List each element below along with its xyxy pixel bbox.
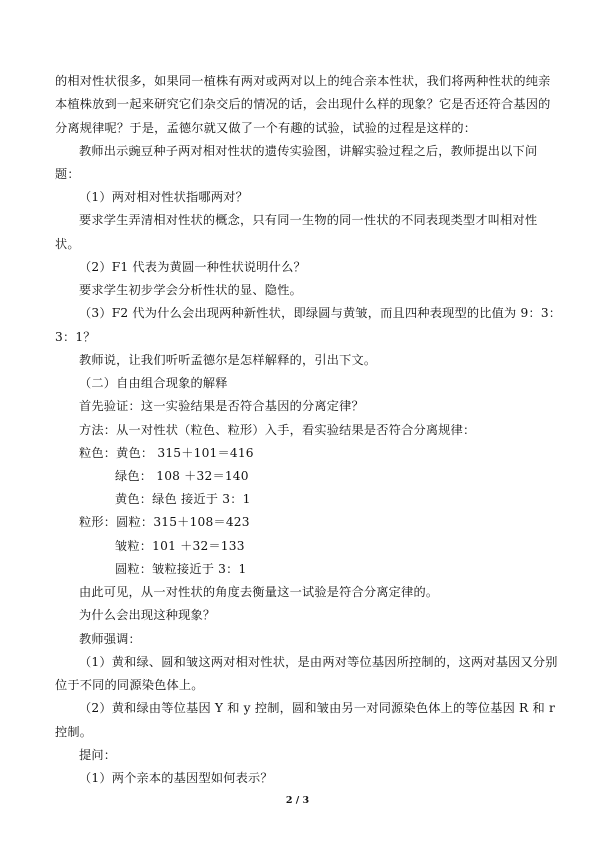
text-line-24: 为什么会出现这种现象？ bbox=[79, 608, 216, 623]
text-line-4: 教师出示豌豆种子两对相对性状的遗传实验图，讲解实验过程之后，教师提出以下问 bbox=[79, 143, 538, 158]
text-line-12: 3：1？ bbox=[55, 329, 96, 344]
text-line-25: 教师强调： bbox=[79, 631, 141, 646]
text-line-28: （2）黄和绿由等位基因 Y 和 y 控制，圆和皱由另一对同源染色体上的等位基因 R 和 r bbox=[79, 701, 555, 716]
text-line-19: 黄色：绿色 接近于 3：1 bbox=[115, 492, 251, 507]
text-line-26: （1）黄和绿、圆和皱这两对相对性状，是由两对等位基因所控制的，这两对基因又分别 bbox=[79, 654, 558, 669]
text-line-13: 教师说，让我们听听孟德尔是怎样解释的，引出下文。 bbox=[79, 352, 377, 367]
text-line-21: 皱粒：101 ＋32＝133 bbox=[115, 538, 245, 553]
text-line-6: （1）两对相对性状指哪两对？ bbox=[79, 190, 248, 205]
text-line-31: （1）两个亲本的基因型如何表示？ bbox=[79, 771, 273, 785]
text-line-7: 要求学生弄清相对性状的概念，只有同一生物的同一性状的不同表现类型才叫相对性 bbox=[79, 213, 538, 228]
text-line-30: 提问： bbox=[79, 747, 117, 762]
text-line-14: （二）自由组合现象的解释 bbox=[79, 376, 228, 390]
text-line-27: 位于不同的同源染色体上。 bbox=[55, 678, 204, 693]
text-line-2: 本植株放到一起来研究它们杂交后的情况的话，会出现什么样的现象？它是否还符合基因的 bbox=[55, 97, 551, 112]
text-line-22: 圆粒：皱粒接近于 3：1 bbox=[115, 561, 247, 576]
text-line-16: 方法：从一对性状（粒色、粒形）入手，看实验结果是否符合分离规律： bbox=[79, 422, 476, 437]
text-line-15: 首先验证：这一实验结果是否符合基因的分离定律？ bbox=[79, 399, 364, 414]
text-line-9: （2）F1 代表为黄圆一种性状说明什么？ bbox=[79, 259, 306, 274]
text-line-8: 状。 bbox=[55, 236, 80, 251]
text-line-10: 要求学生初步学会分析性状的显、隐性。 bbox=[79, 283, 302, 298]
text-line-5: 题： bbox=[55, 166, 80, 181]
text-line-11: （3）F2 代为什么会出现两种新性状，即绿圆与黄皱，而且四种表现型的比值为 9：3： bbox=[79, 306, 562, 321]
text-line-3: 分离规律呢？于是，孟德尔就又做了一个有趣的试验，试验的过程是这样的： bbox=[55, 120, 477, 135]
text-line-20: 粒形：圆粒：315＋108＝423 bbox=[79, 515, 250, 530]
text-line-17: 粒色：黄色： 315＋101＝416 bbox=[79, 445, 254, 460]
text-line-29: 控制。 bbox=[55, 724, 93, 739]
text-line-18: 绿色： 108 ＋32＝140 bbox=[115, 469, 249, 483]
text-line-1: 的相对性状很多，如果同一植株有两对或两对以上的纯合亲本性状，我们将两种性状的纯亲 bbox=[55, 74, 551, 88]
page-number: 2 / 3 bbox=[285, 795, 310, 806]
text-line-23: 由此可见，从一对性状的角度去衡量这一试验是符合分离定律的。 bbox=[79, 585, 439, 600]
